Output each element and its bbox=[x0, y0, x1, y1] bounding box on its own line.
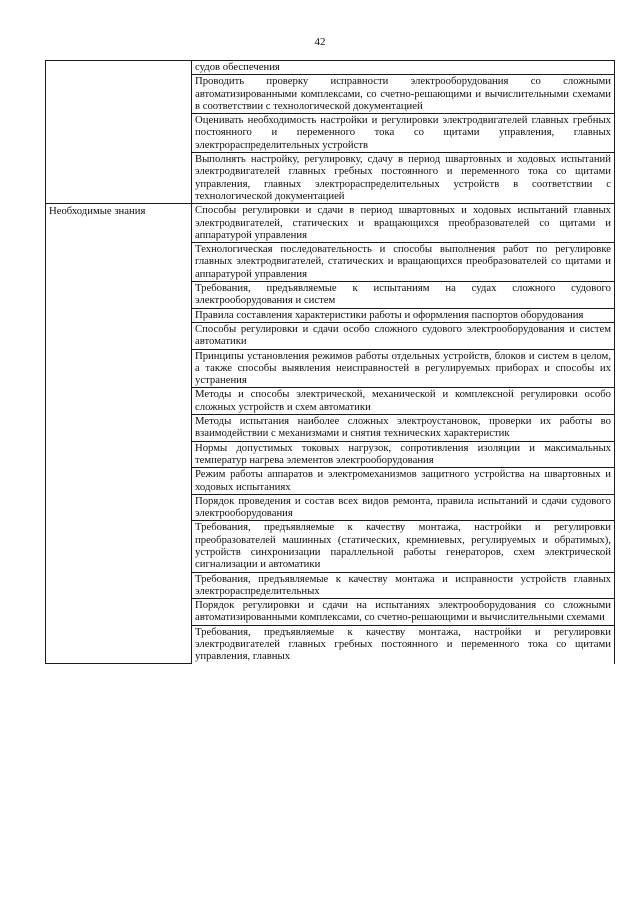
section-label bbox=[49, 61, 188, 62]
requirement-cell: Технологическая последовательность и способы выполнения работ по регулировке главных электродвигателей, статических и вращающихся преобразователей со щитами и аппаратурой управления bbox=[192, 243, 615, 282]
table-row bbox=[46, 204, 615, 243]
requirement-cell: Требования, предъявляемые к качеству монтажа, настройки и регулировки преобразователей машинных (статических, кремниевых, регулируемых и обратимых), устройств синхронизации параллельной работы генераторов, схем электрической сигнализации и автоматики bbox=[192, 521, 615, 572]
requirement-cell: Режим работы аппаратов и электромеханизмов защитного устройства на швартовных и ходовых испытаниях bbox=[192, 468, 615, 495]
requirement-cell: Методы испытания наиболее сложных электроустановок, проверки их работы во взаимодействии с механизмами и снятия технических характеристик bbox=[192, 415, 615, 442]
requirement-cell: Порядок проведения и состав всех видов ремонта, правила испытаний и сдачи судового электрооборудования bbox=[192, 494, 615, 521]
table-body bbox=[46, 61, 615, 664]
requirement-cell: Требования, предъявляемые к качеству монтажа, настройки и регулировки электродвигателей главных гребных постоянного и переменного тока со щитами управления, главных bbox=[192, 625, 615, 663]
requirement-cell: Порядок регулировки и сдачи на испытаниях электрооборудования со сложными автоматизированными комплексами, со счетно-решающими и вычислительными схемами bbox=[192, 599, 615, 626]
requirement-cell: Требования, предъявляемые к качеству монтажа и исправности устройств главных электрораспределительных bbox=[192, 572, 615, 599]
content-table bbox=[45, 60, 615, 664]
requirement-cell: Выполнять настройку, регулировку, сдачу в период швартовных и ходовых испытаний электродвигателей главных гребных постоянного и переменного тока со щитами управления, главных электрораспределительных устройств в соответствии с технологической документацией bbox=[192, 153, 615, 204]
requirement-cell: Принципы установления режимов работы отдельных устройств, блоков и систем в целом, а также способы выявления неисправностей в регулируемых приборах и способы их устранения bbox=[192, 349, 615, 388]
requirement-cell: Проводить проверку исправности электрооборудования со сложными автоматизированными комплексами, со счетно-решающими и вычислительными схемами в соответствии с технологической документацией bbox=[192, 75, 615, 114]
requirement-cell: Способы регулировки и сдачи особо сложного судового электрооборудования и систем автоматики bbox=[192, 322, 615, 349]
requirement-cell: Оценивать необходимость настройки и регулировки электродвигателей главных гребных постоянного и переменного тока со щитами управления, главных электрораспределительных устройств bbox=[192, 114, 615, 153]
skills-label-cell bbox=[46, 61, 192, 204]
knowledge-label-cell bbox=[46, 204, 192, 664]
requirement-cell: Правила составления характеристики работы и оформления паспортов оборудования bbox=[192, 308, 615, 322]
requirement-cell: Требования, предъявляемые к испытаниям на судах сложного судового электрооборудования и систем bbox=[192, 282, 615, 309]
section-label: Необходимые знания bbox=[49, 205, 146, 218]
requirement-cell: Способы регулировки и сдачи в период швартовных и ходовых испытаний главных электродвигателей, статических и вращающихся преобразователей со щитами и аппаратурой управления bbox=[192, 204, 615, 243]
requirement-cell: Методы и способы электрической, механической и комплексной регулировки особо сложных устройств и схем автоматики bbox=[192, 388, 615, 415]
requirement-cell: Нормы допустимых токовых нагрузок, сопротивления изоляции и максимальных температур нагрева элементов электрооборудования bbox=[192, 441, 615, 468]
requirement-cell: судов обеспечения bbox=[192, 61, 615, 75]
table-row bbox=[46, 61, 615, 75]
page-number: 42 bbox=[314, 36, 326, 48]
